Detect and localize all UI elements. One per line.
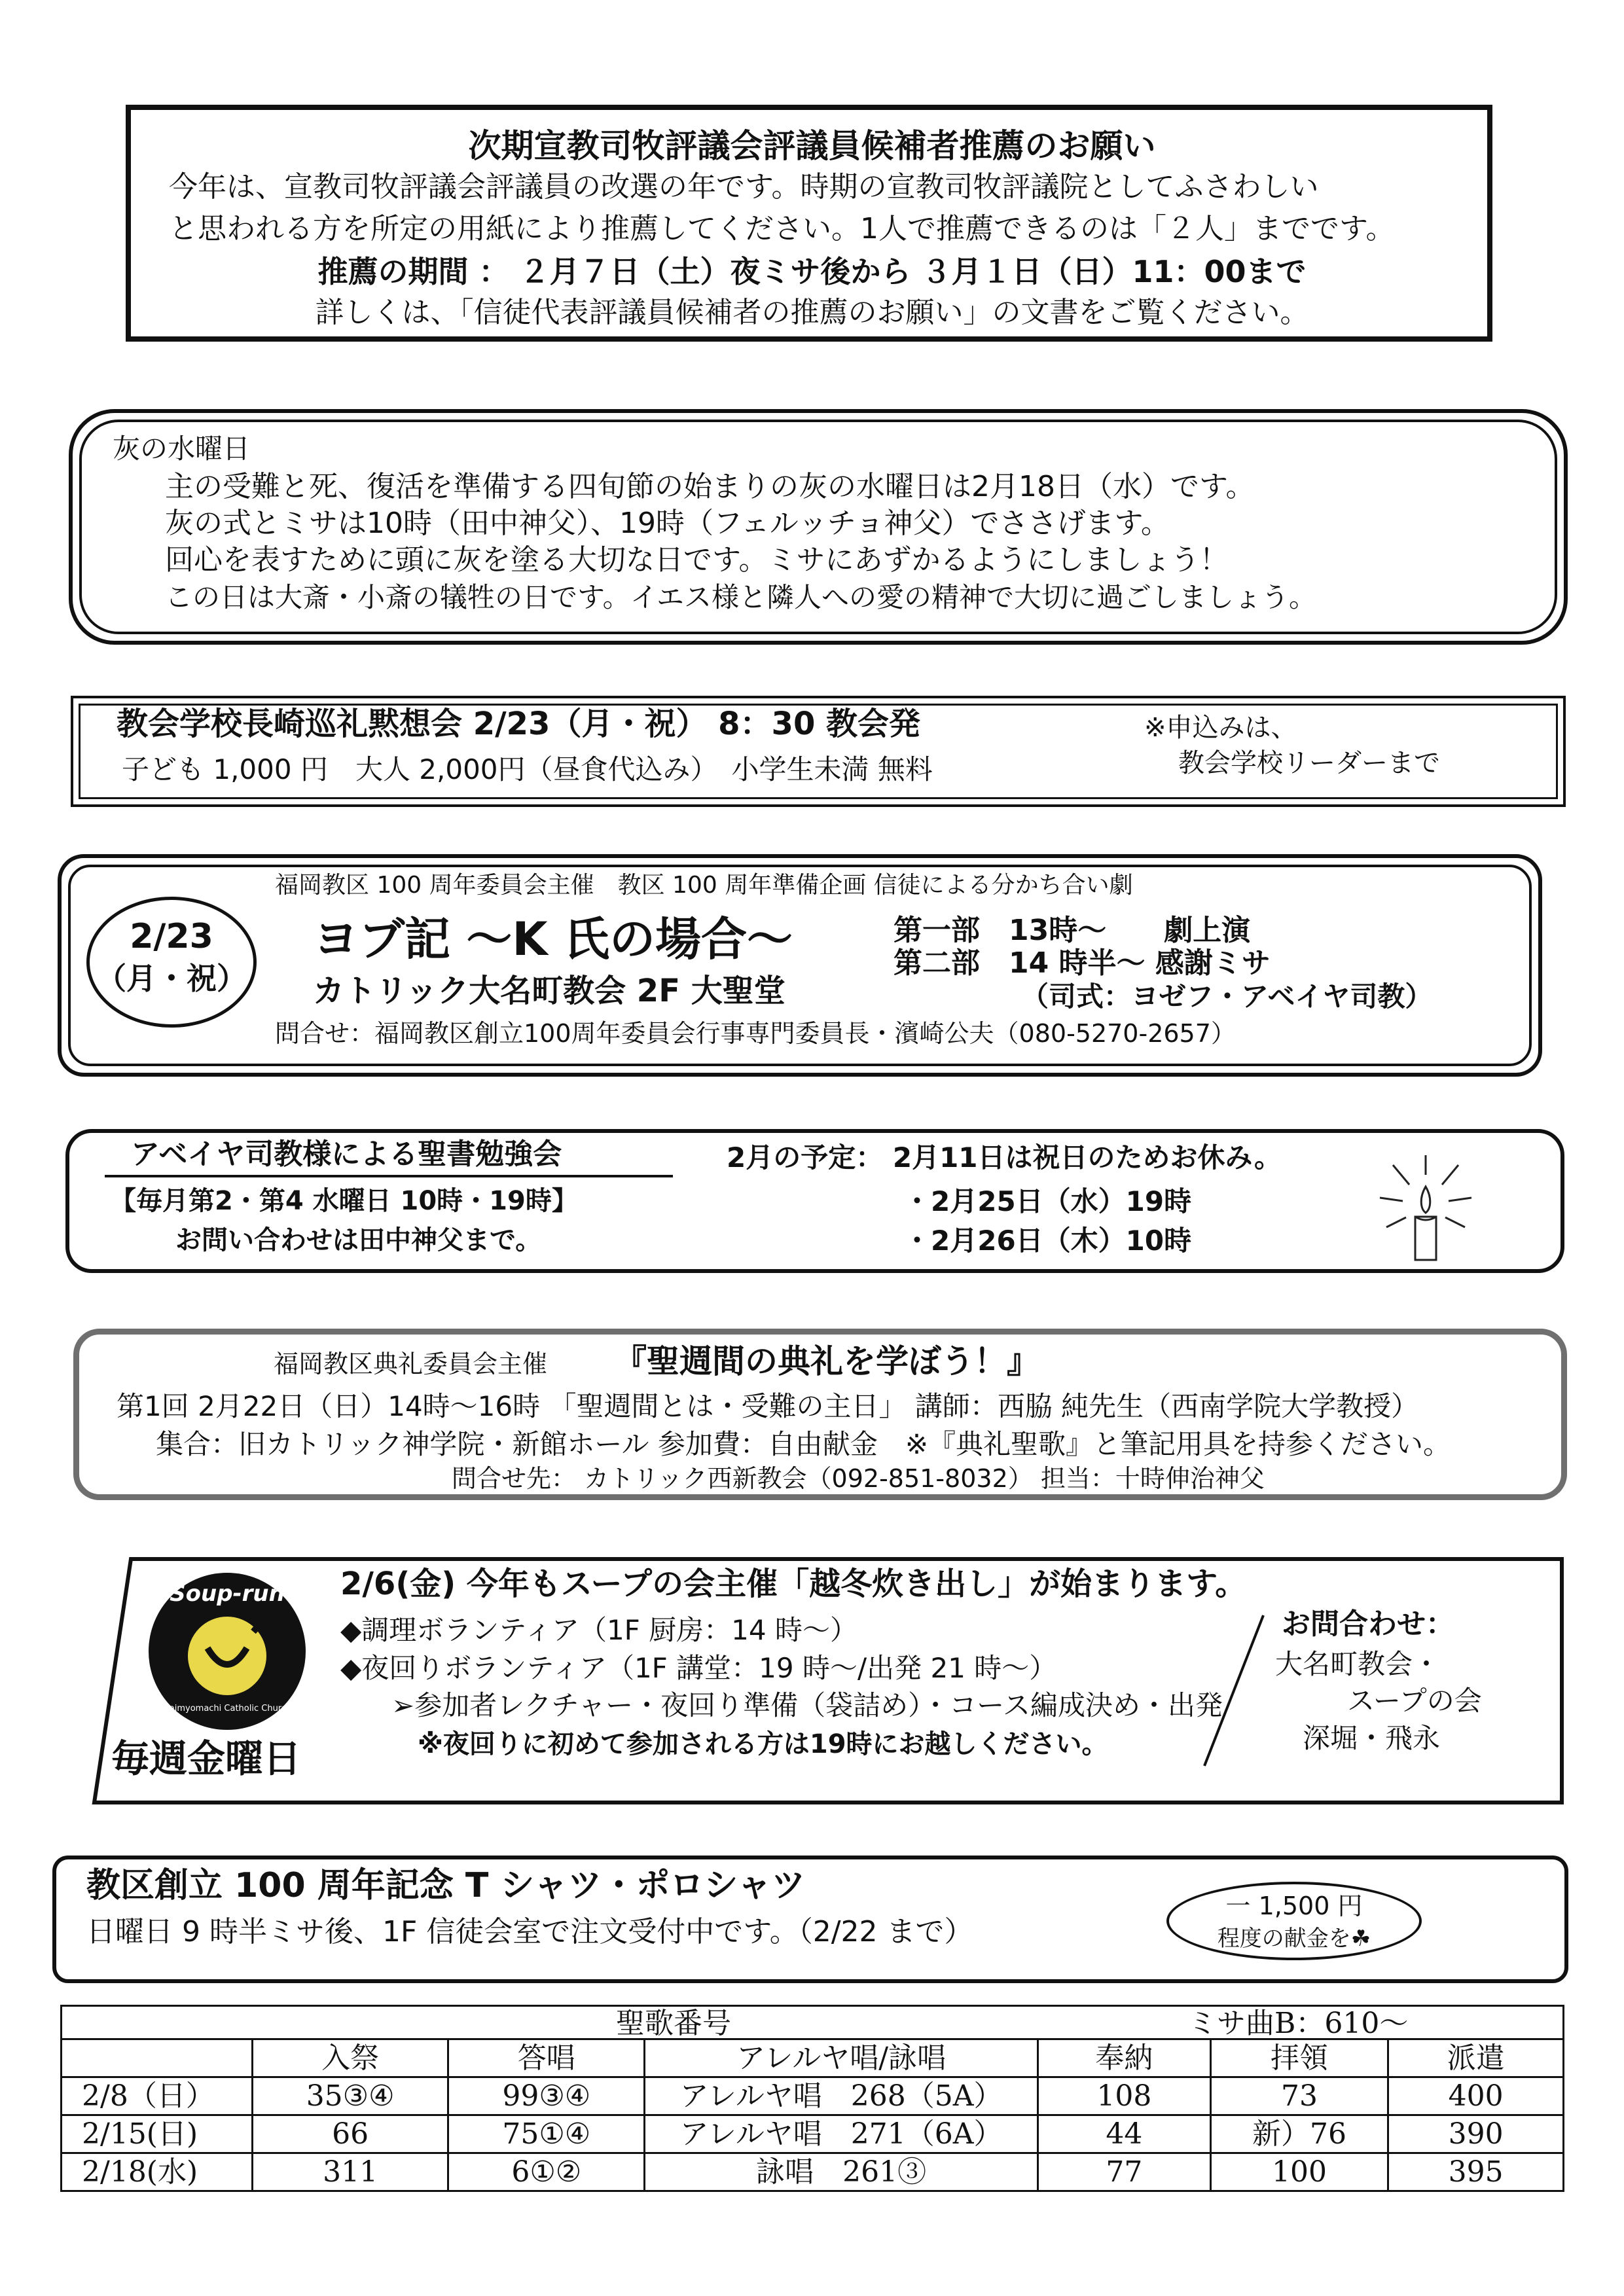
ash-line-1: 主の受難と死、復活を準備する四旬節の始まりの灰の水曜日は2月18日（水）です。 [165, 470, 1255, 503]
drama-date-weekday: （月・祝） [96, 961, 247, 996]
bible-study-schedule: 【毎月第2・第4 水曜日 10時・19時】 [110, 1186, 578, 1216]
hymn-cell: アレルヤ唱 268（5A） [645, 2077, 1038, 2115]
hymn-cell-date: 2/15(日) [62, 2115, 253, 2153]
recommendation-line-2: と思われる方を所定の用紙により推薦してください。1人で推薦できるのは「２人」までです。 [169, 212, 1395, 245]
hymn-cell: 詠唱 261③ [645, 2153, 1038, 2191]
hymn-cell: 75①④ [448, 2115, 645, 2153]
hymn-cell: アレルヤ唱 271（6A） [645, 2115, 1038, 2153]
ash-line-4: この日は大斎・小斎の犠牲の日です。イエス様と隣人への愛の精神で大切に過ごしましょう。 [165, 581, 1316, 613]
tshirt-price: 一 1,500 円 [1225, 1892, 1363, 1920]
drama-part-2: 第二部 14 時半～ 感謝ミサ [893, 946, 1271, 980]
ash-line-3: 回心を表すために頭に灰を塗る大切な日です。ミサにあずかるようにしましょう！ [165, 543, 1229, 577]
tshirt-title: 教区創立 100 周年記念 T シャツ・ポロシャツ [86, 1866, 806, 1905]
drama-contact: 問合せ：福岡教区創立100周年委員会行事専門委員長・濱崎公夫（080-5270-2657） [275, 1019, 1236, 1048]
table-row [62, 2077, 1564, 2115]
hymn-mass-setting: ミサ曲B：610～ [1188, 2007, 1409, 2040]
hymn-header-offertory: 奉納 [1038, 2039, 1211, 2077]
soup-headline: 2/6(金) 今年もスープの会主催「越冬炊き出し」が始まります。 [340, 1566, 1247, 1602]
hymn-cell: 66 [252, 2115, 448, 2153]
bible-title-underline [105, 1175, 673, 1177]
pilgrimage-prices: 子ども 1,000 円 大人 2,000円（昼食代込み） 小学生未満 無料 [122, 753, 933, 785]
hymn-cell-date: 2/18(水) [62, 2153, 253, 2191]
hymn-table-title-row [62, 2006, 1564, 2039]
soup-item-1: ◆調理ボランティア（1F 厨房：14 時～） [340, 1614, 857, 1646]
hymn-cell: 73 [1210, 2077, 1388, 2115]
hymn-cell: 77 [1038, 2153, 1211, 2191]
hymn-cell: 311 [252, 2153, 448, 2191]
hymn-number-table [60, 2005, 1564, 2192]
liturgy-line-1: 第1回 2月22日（日）14時～16時 「聖週間とは・受難の主日」 講師：西脇 純先生（西南学院大学教授） [117, 1390, 1419, 1422]
liturgy-line-2: 集合：旧カトリック神学院・新館ホール 参加費：自由献金 ※『典礼聖歌』と筆記用具を持参ください。 [156, 1428, 1451, 1460]
bible-study-contact: お問い合わせは田中神父まで。 [175, 1225, 542, 1255]
soup-contact-3: 深堀・飛永 [1303, 1722, 1441, 1754]
recommendation-details: 詳しくは、「信徒代表評議員候補者の推薦のお願い」の文書をご覧ください。 [315, 296, 1309, 329]
ash-line-2: 灰の式とミサは10時（田中神父）、19時（フェルッチョ神父）でささげます。 [165, 507, 1170, 540]
recommendation-line-1: 今年は、宣教司牧評議会評議員の改選の年です。時期の宣教司牧評議院としてふさわしい [169, 170, 1319, 204]
liturgy-line-3: 問合せ先： カトリック西新教会（092-851-8032） 担当：十時伸治神父 [452, 1464, 1265, 1493]
pilgrimage-note-1: ※申込みは、 [1144, 713, 1297, 743]
soup-note: ※夜回りに初めて参加される方は19時にお越しください。 [418, 1729, 1108, 1759]
hymn-header-recessional: 派遣 [1388, 2039, 1564, 2077]
soup-run-logo-text: Soup-run [170, 1581, 285, 1607]
hymn-cell: 35③④ [252, 2077, 448, 2115]
hymn-cell: 400 [1388, 2077, 1564, 2115]
ash-wednesday-title: 灰の水曜日 [113, 433, 251, 465]
soup-item-3: ➢参加者レクチャー・夜回り準備（袋詰め）・コース編成決め・出発 [391, 1689, 1223, 1721]
soup-contact-1: 大名町教会・ [1275, 1648, 1441, 1680]
pilgrimage-note-2: 教会学校リーダーまで [1178, 748, 1440, 778]
soup-contact-title: お問合わせ： [1282, 1607, 1454, 1641]
liturgy-organizer: 福岡教区典礼委員会主催 [274, 1350, 548, 1378]
liturgy-title: 『聖週間の典礼を学ぼう！』 [614, 1342, 1039, 1380]
soup-weekly: 毎週金曜日 [111, 1736, 302, 1781]
hymn-cell: 44 [1038, 2115, 1211, 2153]
drama-title: ヨブ記 ～K 氏の場合～ [313, 912, 793, 966]
soup-contact-2: スープの会 [1347, 1685, 1482, 1717]
recommendation-period: 推薦の期間 ： ２月７日（土）夜ミサ後から ３月１日（日）11：00まで [317, 254, 1307, 289]
hymn-cell: 新）76 [1210, 2115, 1388, 2153]
table-row [62, 2153, 1564, 2191]
bible-study-date-1: ・2月25日（水）19時 [903, 1185, 1192, 1217]
hymn-header-communion: 拝領 [1210, 2039, 1388, 2077]
drama-header: 福岡教区 100 周年委員会主催 教区 100 周年準備企画 信徒による分かち合い劇 [275, 872, 1133, 899]
drama-part-1: 第一部 13時～ 劇上演 [893, 914, 1251, 947]
hymn-table-title: 聖歌番号 [616, 2007, 731, 2040]
hymn-header-alleluia: アレルヤ唱/詠唱 [645, 2039, 1038, 2077]
hymn-cell: 390 [1388, 2115, 1564, 2153]
drama-celebrant: （司式：ヨゼフ・アベイヤ司教） [1021, 980, 1433, 1013]
hymn-cell: 100 [1210, 2153, 1388, 2191]
soup-item-2: ◆夜回りボランティア（1F 講堂：19 時～/出発 21 時～） [340, 1652, 1057, 1684]
drama-venue: カトリック大名町教会 2F 大聖堂 [313, 973, 785, 1009]
soup-run-logo-ring-text: Daimyomachi Catholic Church [162, 1704, 292, 1713]
bible-study-plan: 2月の予定： 2月11日は祝日のためお休み。 [727, 1141, 1282, 1174]
candle-icon [1373, 1149, 1478, 1266]
table-row [62, 2115, 1564, 2153]
pilgrimage-title: 教会学校長崎巡礼黙想会 2/23（月・祝） 8：30 教会発 [117, 706, 921, 742]
tshirt-order-info: 日曜日 9 時半ミサ後、1F 信徒会室で注文受付中です。（2/22 まで） [86, 1915, 973, 1948]
hymn-header-entrance: 入祭 [252, 2039, 448, 2077]
hymn-cell: 108 [1038, 2077, 1211, 2115]
drama-date: 2/23 [130, 917, 213, 956]
hymn-cell-date: 2/8（日） [62, 2077, 253, 2115]
recommendation-title: 次期宣教司牧評議会評議員候補者推薦のお願い [468, 127, 1156, 165]
hymn-header-date [62, 2039, 253, 2077]
tshirt-price-note: 程度の献金を☘ [1217, 1926, 1371, 1952]
hymn-header-response: 答唱 [448, 2039, 645, 2077]
hymn-table-header-row [62, 2039, 1564, 2077]
bible-study-date-2: ・2月26日（木）10時 [903, 1225, 1192, 1257]
bible-study-title: アベイヤ司教様による聖書勉強会 [131, 1138, 562, 1171]
hymn-cell: 6①② [448, 2153, 645, 2191]
hymn-cell: 395 [1388, 2153, 1564, 2191]
hymn-cell: 99③④ [448, 2077, 645, 2115]
